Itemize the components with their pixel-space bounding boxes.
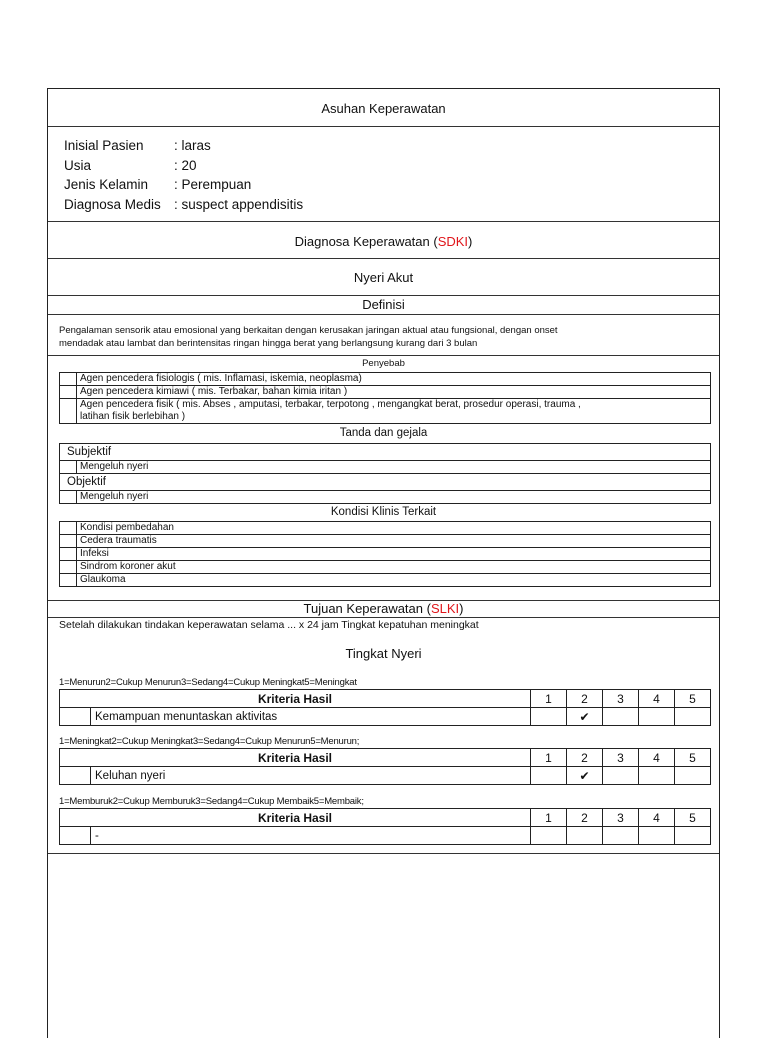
scale-number: 3 (603, 749, 639, 767)
penyebab-row (60, 386, 711, 399)
patient-sex-label: Jenis Kelamin (64, 177, 149, 192)
scale-number: 2 (567, 749, 603, 767)
penyebab-row (60, 399, 711, 424)
subjektif-label: Subjektif (60, 444, 711, 461)
diagnosis-name: Nyeri Akut (353, 270, 414, 285)
score-cell[interactable] (567, 708, 603, 726)
slki-heading (48, 601, 719, 616)
kondisi-row (60, 561, 711, 574)
scale-number: 1 (531, 749, 567, 767)
score-cell[interactable] (603, 767, 639, 785)
penyebab-table (59, 372, 711, 424)
score-cell[interactable] (567, 827, 603, 845)
slki-tag: SLKI (430, 601, 460, 616)
patient-initial-value: : laras (174, 138, 211, 153)
divider (48, 126, 719, 127)
objektif-label: Objektif (60, 474, 711, 491)
kondisi-table (59, 521, 711, 587)
checkbox[interactable] (60, 535, 77, 548)
checkbox[interactable] (60, 767, 91, 785)
scale-legend: 1=Meningkat2=Cukup Meningkat3=Sedang4=Cukup Menurun5=Menurun; (59, 736, 360, 747)
sdki-title-prefix: Diagnosa Keperawatan ( (294, 234, 438, 249)
definition-line: mendadak atau lambat dan berintensitas ringan hingga berat yang berlangsung kurang dari 3 bulan (59, 338, 478, 349)
kriteria-text: Kemampuan menuntaskan aktivitas (91, 708, 531, 726)
objektif-header-row (60, 474, 711, 491)
kondisi-row (60, 548, 711, 561)
scale-number: 5 (675, 809, 711, 827)
score-cell[interactable] (639, 827, 675, 845)
kriteria-text: Keluhan nyeri (91, 767, 531, 785)
patient-initial-label: Inisial Pasien (64, 138, 144, 153)
checkbox[interactable] (60, 373, 77, 386)
penyebab-item-line: latihan fisik berlebihan ) (80, 411, 186, 422)
kriteria-row (60, 827, 711, 845)
divider (48, 853, 719, 854)
penyebab-label: Penyebab (362, 358, 405, 369)
scale-number: 4 (639, 690, 675, 708)
score-cell[interactable] (603, 827, 639, 845)
subjektif-row (60, 461, 711, 474)
score-cell[interactable] (639, 767, 675, 785)
sdki-title-suffix: ) (468, 234, 473, 249)
patient-age-row (64, 156, 303, 176)
score-cell[interactable] (675, 767, 711, 785)
divider (48, 355, 719, 356)
divider (48, 221, 719, 222)
tanda-table (59, 443, 711, 504)
divider (48, 617, 719, 618)
kondisi-item: Infeksi (77, 548, 711, 561)
scale-number: 3 (603, 690, 639, 708)
checkbox[interactable] (60, 386, 77, 399)
patient-age-value: : 20 (174, 157, 197, 173)
patient-diagnosis-value: : suspect appendisitis (174, 196, 304, 212)
sdki-heading (48, 234, 719, 249)
checkbox[interactable] (60, 708, 91, 726)
checkbox[interactable] (60, 548, 77, 561)
page-title: Asuhan Keperawatan (321, 101, 446, 116)
patient-initial-row (64, 136, 303, 156)
penyebab-item-line: Agen pencedera fisik ( mis. Abses , amputasi, terbakar, terpotong , mengangkat berat, prosedur operasi, trauma , (80, 399, 581, 410)
kondisi-item: Sindrom koroner akut (77, 561, 711, 574)
outcome-title: Tingkat Nyeri (345, 646, 422, 661)
score-cell[interactable] (567, 767, 603, 785)
kriteria-label: Kriteria Hasil (60, 809, 531, 827)
kriteria-header-row (60, 690, 711, 708)
kondisi-row (60, 522, 711, 535)
kriteria-label: Kriteria Hasil (60, 690, 531, 708)
kondisi-label: Kondisi Klinis Terkait (330, 506, 437, 518)
kondisi-row (60, 574, 711, 587)
checkbox[interactable] (60, 491, 77, 504)
subjektif-header-row (60, 444, 711, 461)
scale-number: 3 (603, 809, 639, 827)
checkbox[interactable] (60, 827, 91, 845)
patient-age-label: Usia (64, 157, 92, 173)
score-cell[interactable] (531, 767, 567, 785)
subjektif-item: Mengeluh nyeri (77, 461, 711, 474)
checkbox[interactable] (60, 561, 77, 574)
score-cell[interactable] (675, 708, 711, 726)
scale-number: 4 (639, 749, 675, 767)
check-mark-icon: ✔ (579, 768, 590, 783)
divider (48, 258, 719, 259)
kriteria-table (59, 748, 711, 785)
kriteria-text: - (91, 827, 531, 845)
scale-number: 4 (639, 809, 675, 827)
score-cell[interactable] (531, 827, 567, 845)
kondisi-item: Glaukoma (77, 574, 711, 587)
penyebab-item (77, 399, 711, 424)
tanda-gejala-label: Tanda dan gejala (339, 427, 428, 439)
sdki-tag: SDKI (437, 234, 469, 249)
objektif-item: Mengeluh nyeri (77, 491, 711, 504)
kriteria-row (60, 708, 711, 726)
kriteria-header-row (60, 809, 711, 827)
kondisi-item: Kondisi pembedahan (77, 522, 711, 535)
kriteria-table (59, 689, 711, 726)
checkbox[interactable] (60, 574, 77, 587)
slki-title-prefix: Tujuan Keperawatan ( (303, 601, 431, 616)
scale-legend: 1=Menurun2=Cukup Menurun3=Sedang4=Cukup Meningkat5=Meningkat (59, 677, 357, 688)
checkbox[interactable] (60, 522, 77, 535)
scale-number: 1 (531, 809, 567, 827)
scale-number: 1 (531, 690, 567, 708)
scale-number: 5 (675, 749, 711, 767)
patient-diagnosis-row (64, 195, 303, 215)
slki-intro: Setelah dilakukan tindakan keperawatan selama ... x 24 jam Tingkat kepatuhan meningkat (59, 619, 479, 631)
checkbox[interactable] (60, 461, 77, 474)
score-cell[interactable] (603, 708, 639, 726)
score-cell[interactable] (639, 708, 675, 726)
scale-number: 5 (675, 690, 711, 708)
penyebab-item: Agen pencedera kimiawi ( mis. Terbakar, bahan kimia iritan ) (77, 386, 711, 399)
scale-number: 2 (567, 809, 603, 827)
divider (48, 295, 719, 296)
patient-sex-row (64, 175, 303, 195)
kondisi-item: Cedera traumatis (77, 535, 711, 548)
patient-diagnosis-label: Diagnosa Medis (64, 196, 161, 212)
score-cell[interactable] (675, 827, 711, 845)
document-frame (47, 88, 720, 1038)
scale-number: 2 (567, 690, 603, 708)
kriteria-header-row (60, 749, 711, 767)
patient-sex-value: : Perempuan (174, 177, 252, 192)
penyebab-item: Agen pencedera fisiologis ( mis. Inflamasi, iskemia, neoplasma) (77, 373, 711, 386)
penyebab-row (60, 373, 711, 386)
divider (48, 314, 719, 315)
patient-info (64, 136, 303, 214)
kriteria-row (60, 767, 711, 785)
definition-text (59, 324, 713, 350)
objektif-row (60, 491, 711, 504)
scale-legend: 1=Memburuk2=Cukup Memburuk3=Sedang4=Cukup Membaik5=Membaik; (59, 796, 364, 807)
kriteria-table (59, 808, 711, 845)
slki-title-suffix: ) (459, 601, 464, 616)
definition-line: Pengalaman sensorik atau emosional yang berkaitan dengan kerusakan jaringan aktual atau fungsional, dengan onset (59, 325, 558, 336)
kondisi-row (60, 535, 711, 548)
kriteria-label: Kriteria Hasil (60, 749, 531, 767)
checkbox[interactable] (60, 399, 77, 424)
definisi-label: Definisi (362, 297, 405, 312)
check-mark-icon: ✔ (579, 709, 590, 724)
score-cell[interactable] (531, 708, 567, 726)
